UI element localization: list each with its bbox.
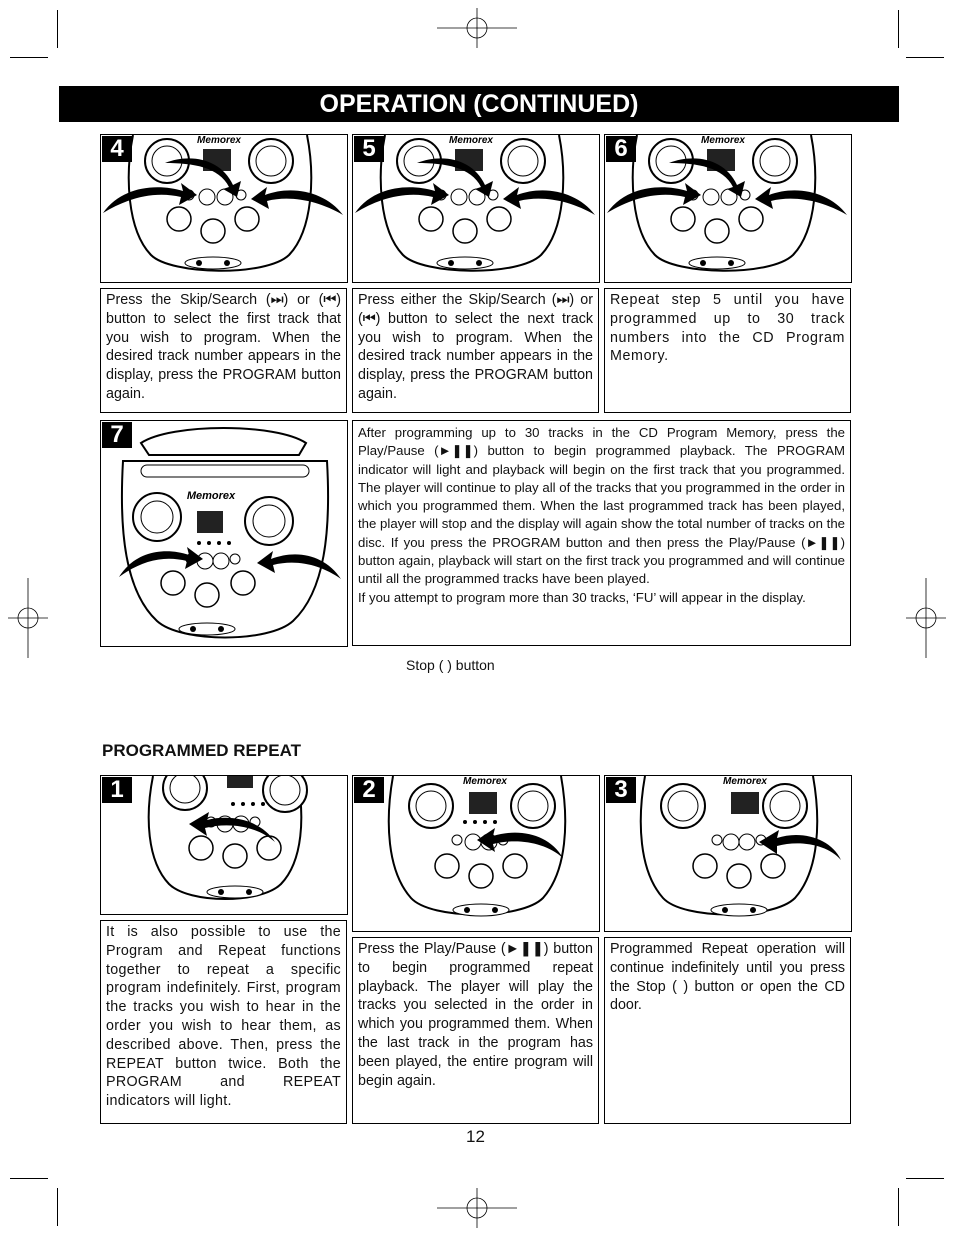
brand-logo: Memorex bbox=[186, 490, 236, 502]
page-title: OPERATION (CONTINUED) bbox=[59, 86, 899, 122]
step-5-text: Press either the Skip/Search (⏭) or (⏮) button to select the next track you wish to program. When the desired track number appears in the display, press the PROGRAM button again. bbox=[352, 288, 599, 413]
repeat-step-1-illustration bbox=[100, 775, 348, 915]
step-7-paragraph: After programming up to 30 tracks in the CD Program Memory, press the Play/Pause (►❚❚) button to begin programmed playback. The PROGRAM indicator will light and playback will begin on the first track that you programmed. The player will continue to play all of the tracks that you programmed in the order in which you programmed them. When the last programmed track has been played, the player will stop and the display will again show the total number of tracks on the disc. If you press the PROGRAM button and then press the Play/Pause (►❚❚) button again, playback will start on the first track you programmed and will continue until all the programmed tracks have been played. bbox=[358, 425, 845, 587]
crop-mark bbox=[906, 57, 944, 58]
cd-player-drawing bbox=[605, 776, 851, 931]
stop-button-note: Stop ( ) button bbox=[406, 657, 495, 673]
step-number: 7 bbox=[102, 422, 132, 448]
repeat-step-2-text: Press the Play/Pause (►❚❚) button to begin programmed repeat playback. The player will play the tracks you selected in the order in which you programmed them. When the last track in the program has been played, the entire program will begin again. bbox=[352, 937, 599, 1124]
brand-logo: Memorex bbox=[701, 135, 745, 146]
step-number: 5 bbox=[354, 136, 384, 162]
step-6-text: Repeat step 5 until you have programmed up to 30 track numbers into the CD Program Memory. bbox=[604, 288, 851, 413]
step-7-note: If you attempt to program more than 30 tracks, ‘FU’ will appear in the display. bbox=[358, 589, 806, 605]
section-heading: PROGRAMMED REPEAT bbox=[102, 741, 301, 760]
cd-player-open-drawing bbox=[101, 421, 347, 646]
crop-mark bbox=[10, 57, 48, 58]
registration-mark bbox=[437, 1188, 517, 1228]
brand-logo: Memorex bbox=[723, 776, 767, 787]
crop-mark bbox=[57, 1188, 58, 1226]
page-number: 12 bbox=[466, 1127, 485, 1146]
step-5-illustration bbox=[352, 134, 600, 283]
crop-mark bbox=[906, 1178, 944, 1179]
step-number: 2 bbox=[354, 777, 384, 803]
repeat-step-1-text: It is also possible to use the Program and Repeat functions together to repeat a specific program indefinitely. First, program the tracks you wish to hear in the order you wish to hear them, as described above. Then, press the REPEAT button twice. Both the PROGRAM and REPEAT indicators will light. bbox=[100, 920, 347, 1124]
step-4-text: Press the Skip/Search (⏭) or (⏮) button to select the first track that you wish to program. When the desired track number appears in the display, press the PROGRAM button again. bbox=[100, 288, 347, 413]
cd-player-drawing bbox=[353, 776, 599, 931]
step-number: 4 bbox=[102, 136, 132, 162]
step-number: 6 bbox=[606, 136, 636, 162]
step-7-illustration bbox=[100, 420, 348, 647]
step-number: 3 bbox=[606, 777, 636, 803]
step-4-illustration bbox=[100, 134, 348, 283]
registration-mark bbox=[8, 578, 48, 658]
brand-logo: Memorex bbox=[449, 135, 493, 146]
crop-mark bbox=[898, 1188, 899, 1226]
brand-logo: Memorex bbox=[197, 135, 241, 146]
brand-logo: Memorex bbox=[463, 776, 507, 787]
crop-mark bbox=[10, 1178, 48, 1179]
step-7-text bbox=[352, 420, 851, 646]
cd-player-drawing bbox=[101, 776, 347, 914]
repeat-step-2-illustration bbox=[352, 775, 600, 932]
step-number: 1 bbox=[102, 777, 132, 803]
registration-mark bbox=[437, 8, 517, 48]
registration-mark bbox=[906, 578, 946, 658]
repeat-step-3-illustration bbox=[604, 775, 852, 932]
crop-mark bbox=[898, 10, 899, 48]
crop-mark bbox=[57, 10, 58, 48]
cd-player-drawing bbox=[101, 135, 347, 282]
repeat-step-3-text: Programmed Repeat operation will continue indefinitely until you press the Stop ( ) button or open the CD door. bbox=[604, 937, 851, 1124]
cd-player-drawing bbox=[353, 135, 599, 282]
cd-player-drawing bbox=[605, 135, 851, 282]
step-6-illustration bbox=[604, 134, 852, 283]
